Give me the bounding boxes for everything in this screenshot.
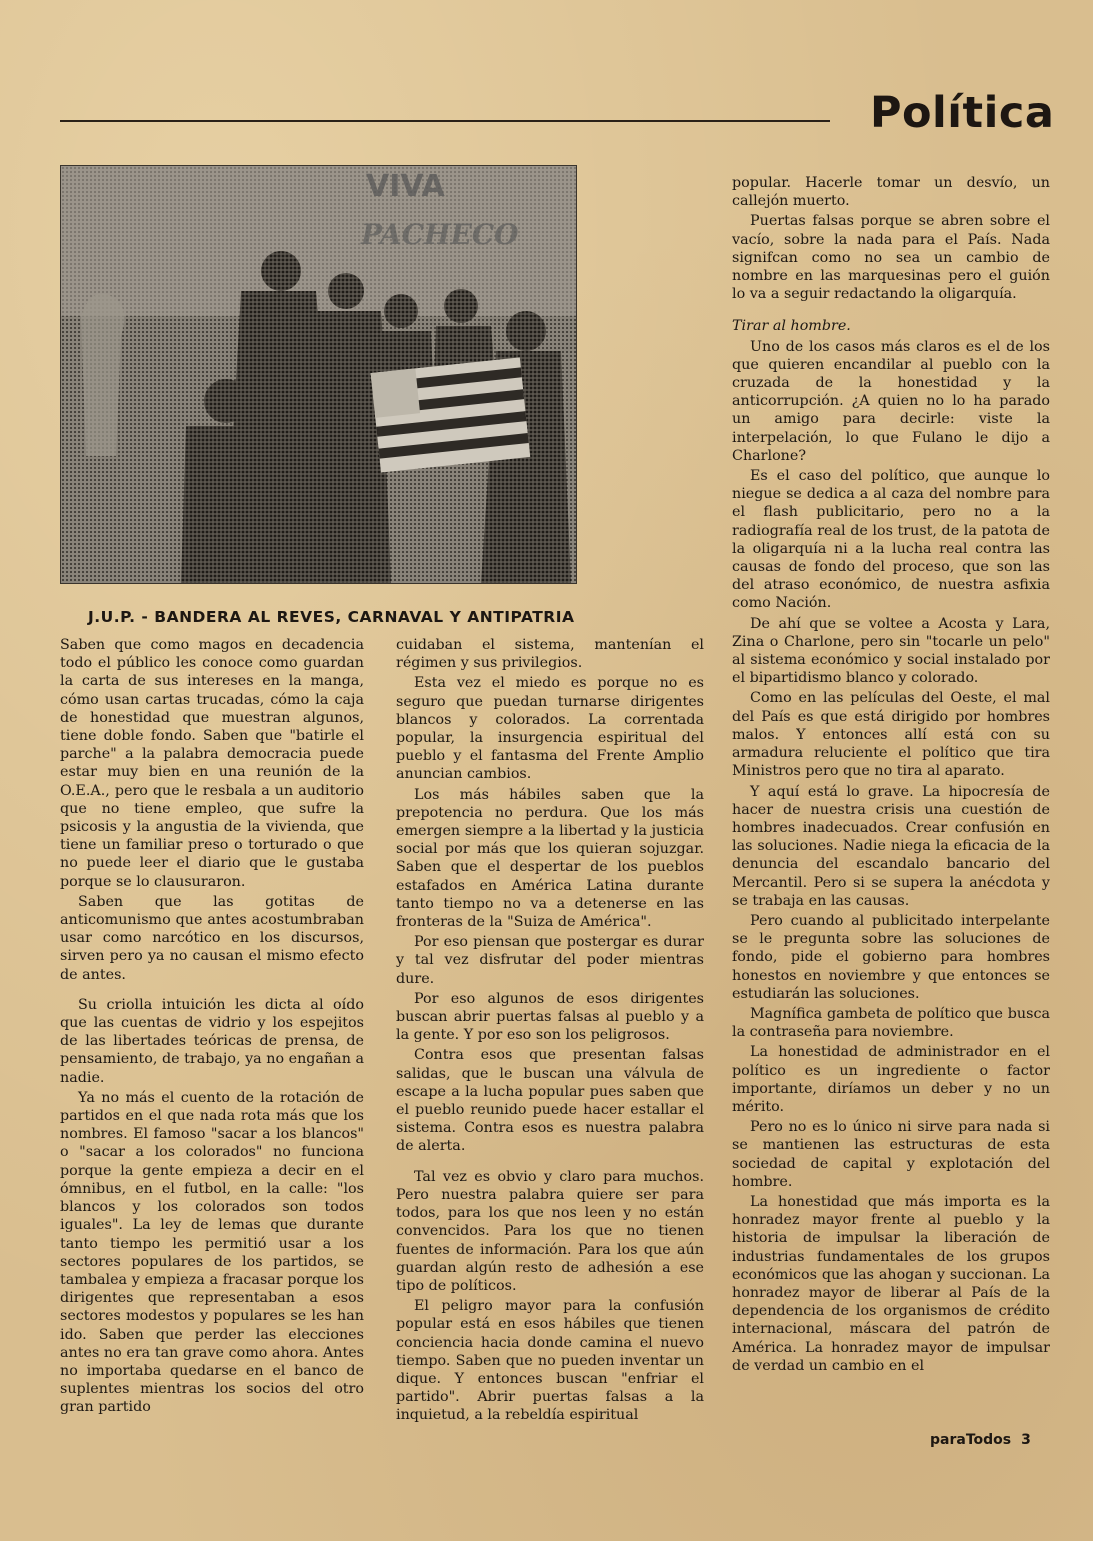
sign-text-viva: VIVA xyxy=(366,169,445,204)
paragraph: Como en las películas del Oeste, el mal del País es que está dirigido por hombres malos. Y entonces allí está con su armadura reluciente el político que tira Ministros pero que no tira al aparato. xyxy=(732,690,1050,780)
paragraph: Por eso algunos de esos dirigentes buscan abrir puertas falsas al pueblo y a la gente. Y por eso son los peligrosos. xyxy=(396,990,704,1044)
paragraph: Saben que como magos en decadencia todo el público les conoce como guardan la carta de sus intereses en la manga, cómo usan cartas trucadas, cómo la caja de honestidad que muestran algunos, tiene doble fondo. Saben que "batirle el parche" a la palabra democracia puede estar muy bien en una reunión de la O.E.A., pero que le resbala a un auditorio que no tiene empleo, que sufre la psicosis y la angustia de la vivienda, que tiene un familiar preso o torturado o que no puede leer el diario que le gustaba porque se lo clausuraron. xyxy=(60,637,364,890)
paragraph: Saben que las gotitas de anticomunismo que antes acostumbraban usar como narcótico en los discursos, sirven pero ya no causan el mismo efecto de antes. xyxy=(60,893,364,983)
page-number: 3 xyxy=(1021,1432,1031,1448)
news-photo xyxy=(60,165,577,584)
paragraph: Tal vez es obvio y claro para muchos. Pero nuestra palabra quiere ser para todos, para los que nos leen y no están convencidos. Para los que no tienen fuentes de información. Para los que aún guardan algún resto de adhesión a ese tipo de políticos. xyxy=(396,1168,704,1294)
header-rule xyxy=(60,120,830,122)
paragraph: La honestidad que más importa es la honradez mayor frente al pueblo y la historia de impulsar la liberación de industrias fundamentales de los grupos económicos que las ahogan y succionan. La honradez mayor de liberar al País de la dependencia de los organismos de crédito internacional, máscara del patrón de América. La honradez mayor de impulsar de verdad un cambio en el xyxy=(732,1193,1050,1374)
section-title: Política xyxy=(870,88,1055,138)
paragraph: Ya no más el cuento de la rotación de partidos en el que nada rota más que los nombres. El famoso "sacar a los blancos" o "sacar a los colorados" no funciona porque la gente empieza a decir en el ómnibus, en el futbol, en la calle: "los blancos y los colorados son todos iguales". La ley de lemas que durante tanto tiempo les permitió usar a los sectores populares de los partidos, se tambalea y empieza a fracasar porque los dirigentes que representaban a esos sectores modestos y populares se les han ido. Saben que perder las elecciones antes no era tan grave como ahora. Antes no importaba quedarse en el banco de suplentes mientras los socios del otro gran partido xyxy=(60,1089,364,1416)
paragraph: Su criolla intuición les dicta al oído que las cuentas de vidrio y los espejitos de las libertades teóricas de prensa, de pensamiento, de trabajo, ya no engañan a nadie. xyxy=(60,996,364,1086)
page-footer xyxy=(930,1432,1031,1448)
paragraph: Los más hábiles saben que la prepotencia no perdura. Que los más emergen siempre a la libertad y la justicia social por más que los quieran sojuzgar. Saben que el despertar de los pueblos estafados en América Latina durante tanto tiempo no va a detenerse en las fronteras de la "Suiza de América". xyxy=(396,786,704,931)
photo-caption: J.U.P. - BANDERA AL REVES, CARNAVAL Y ANTIPATRIA xyxy=(88,608,575,626)
article-column-1 xyxy=(60,636,364,1419)
paragraph: cuidaban el sistema, mantenían el régimen y sus privilegios. xyxy=(396,637,704,672)
paragraph: Pero no es lo único ni sirve para nada si se mantienen las estructuras de esta sociedad de capital y explotación del hombre. xyxy=(732,1119,1050,1190)
paragraph: popular. Hacerle tomar un desvío, un callejón muerto. xyxy=(732,175,1050,210)
paragraph: Por eso piensan que postergar es durar y tal vez disfrutar del poder mientras dure. xyxy=(396,934,704,987)
paragraph: Y aquí está lo grave. La hipocresía de hacer de nuestra crisis una cuestión de hombres inadecuados. Crear confusión en las soluciones. Nadie niega la eficacia de la denuncia del escandalo bancario del Mercantil. Pero si se supera la anécdota y se trabaja en las causas. xyxy=(732,783,1050,909)
paragraph: Magnífica gambeta de político que busca la contraseña para noviembre. xyxy=(732,1005,1050,1041)
sign-text-pacheco: PACHECO xyxy=(361,218,519,251)
paragraph: Esta vez el miedo es porque no es seguro que puedan turnarse dirigentes blancos y colorados. La correntada popular, la insurgencia espiritual del pueblo y el fantasma del Frente Amplio anuncian cambios. xyxy=(396,675,704,783)
paragraph: Uno de los casos más claros es el de los que quieren encandilar al pueblo con la cruzada de la honestidad y la anticorrupción. ¿A quien no lo ha parado un amigo para decirle: viste la interpelación, lo que Fulano le dijo a Charlone? xyxy=(732,338,1050,464)
paragraph: Puertas falsas porque se abren sobre el vacío, sobre la nada para el País. Nada signifcan como no sea un cambio de nombre en las marquesinas pero el guión lo va a seguir redactando la oligarquía. xyxy=(732,213,1050,303)
subheading: Tirar al hombre. xyxy=(732,318,851,335)
article-column-2 xyxy=(396,636,704,1427)
magazine-name: paraTodos xyxy=(930,1432,1012,1448)
paragraph: De ahí que se voltee a Acosta y Lara, Zina o Charlone, pero sin "tocarle un pelo" al sistema económico y social instalado por el bipartidismo blanco y colorado. xyxy=(732,615,1050,687)
paragraph: Contra esos que presentan falsas salidas, que le buscan una válvula de escape a la lucha popular pues saben que el pueblo reunido puede hacer estallar el sistema. Contra esos es nuestra palabra de alerta. xyxy=(396,1047,704,1155)
paragraph: La honestidad de administrador en el político es un ingrediente o factor importante, diríamos un deber y no un mérito. xyxy=(732,1044,1050,1115)
paragraph: Es el caso del político, que aunque lo niegue se dedica a al caza del nombre para el flash publicitario, pero no a la radiografía real de los trust, de la patota de la oligarquía ni a la lucha real contra las causas de fondo del proceso, que son las del atraso económico, de nuestra asfixia como Nación. xyxy=(732,468,1050,612)
paragraph: El peligro mayor para la confusión popular está en esos hábiles que tienen conciencia hacia donde camina el nuevo tiempo. Saben que no pueden inventar un dique. Y entonces buscan "enfriar el partido". Abrir puertas falsas a la inquietud, a la rebeldía espiritual xyxy=(396,1298,704,1424)
paragraph: Pero cuando al publicitado interpelante se le pregunta sobre las soluciones de fondo, pide el gobierno para hombres honestos en noviembre y que entonces se estudiarán las soluciones. xyxy=(732,912,1050,1002)
article-column-3 xyxy=(732,174,1050,1377)
